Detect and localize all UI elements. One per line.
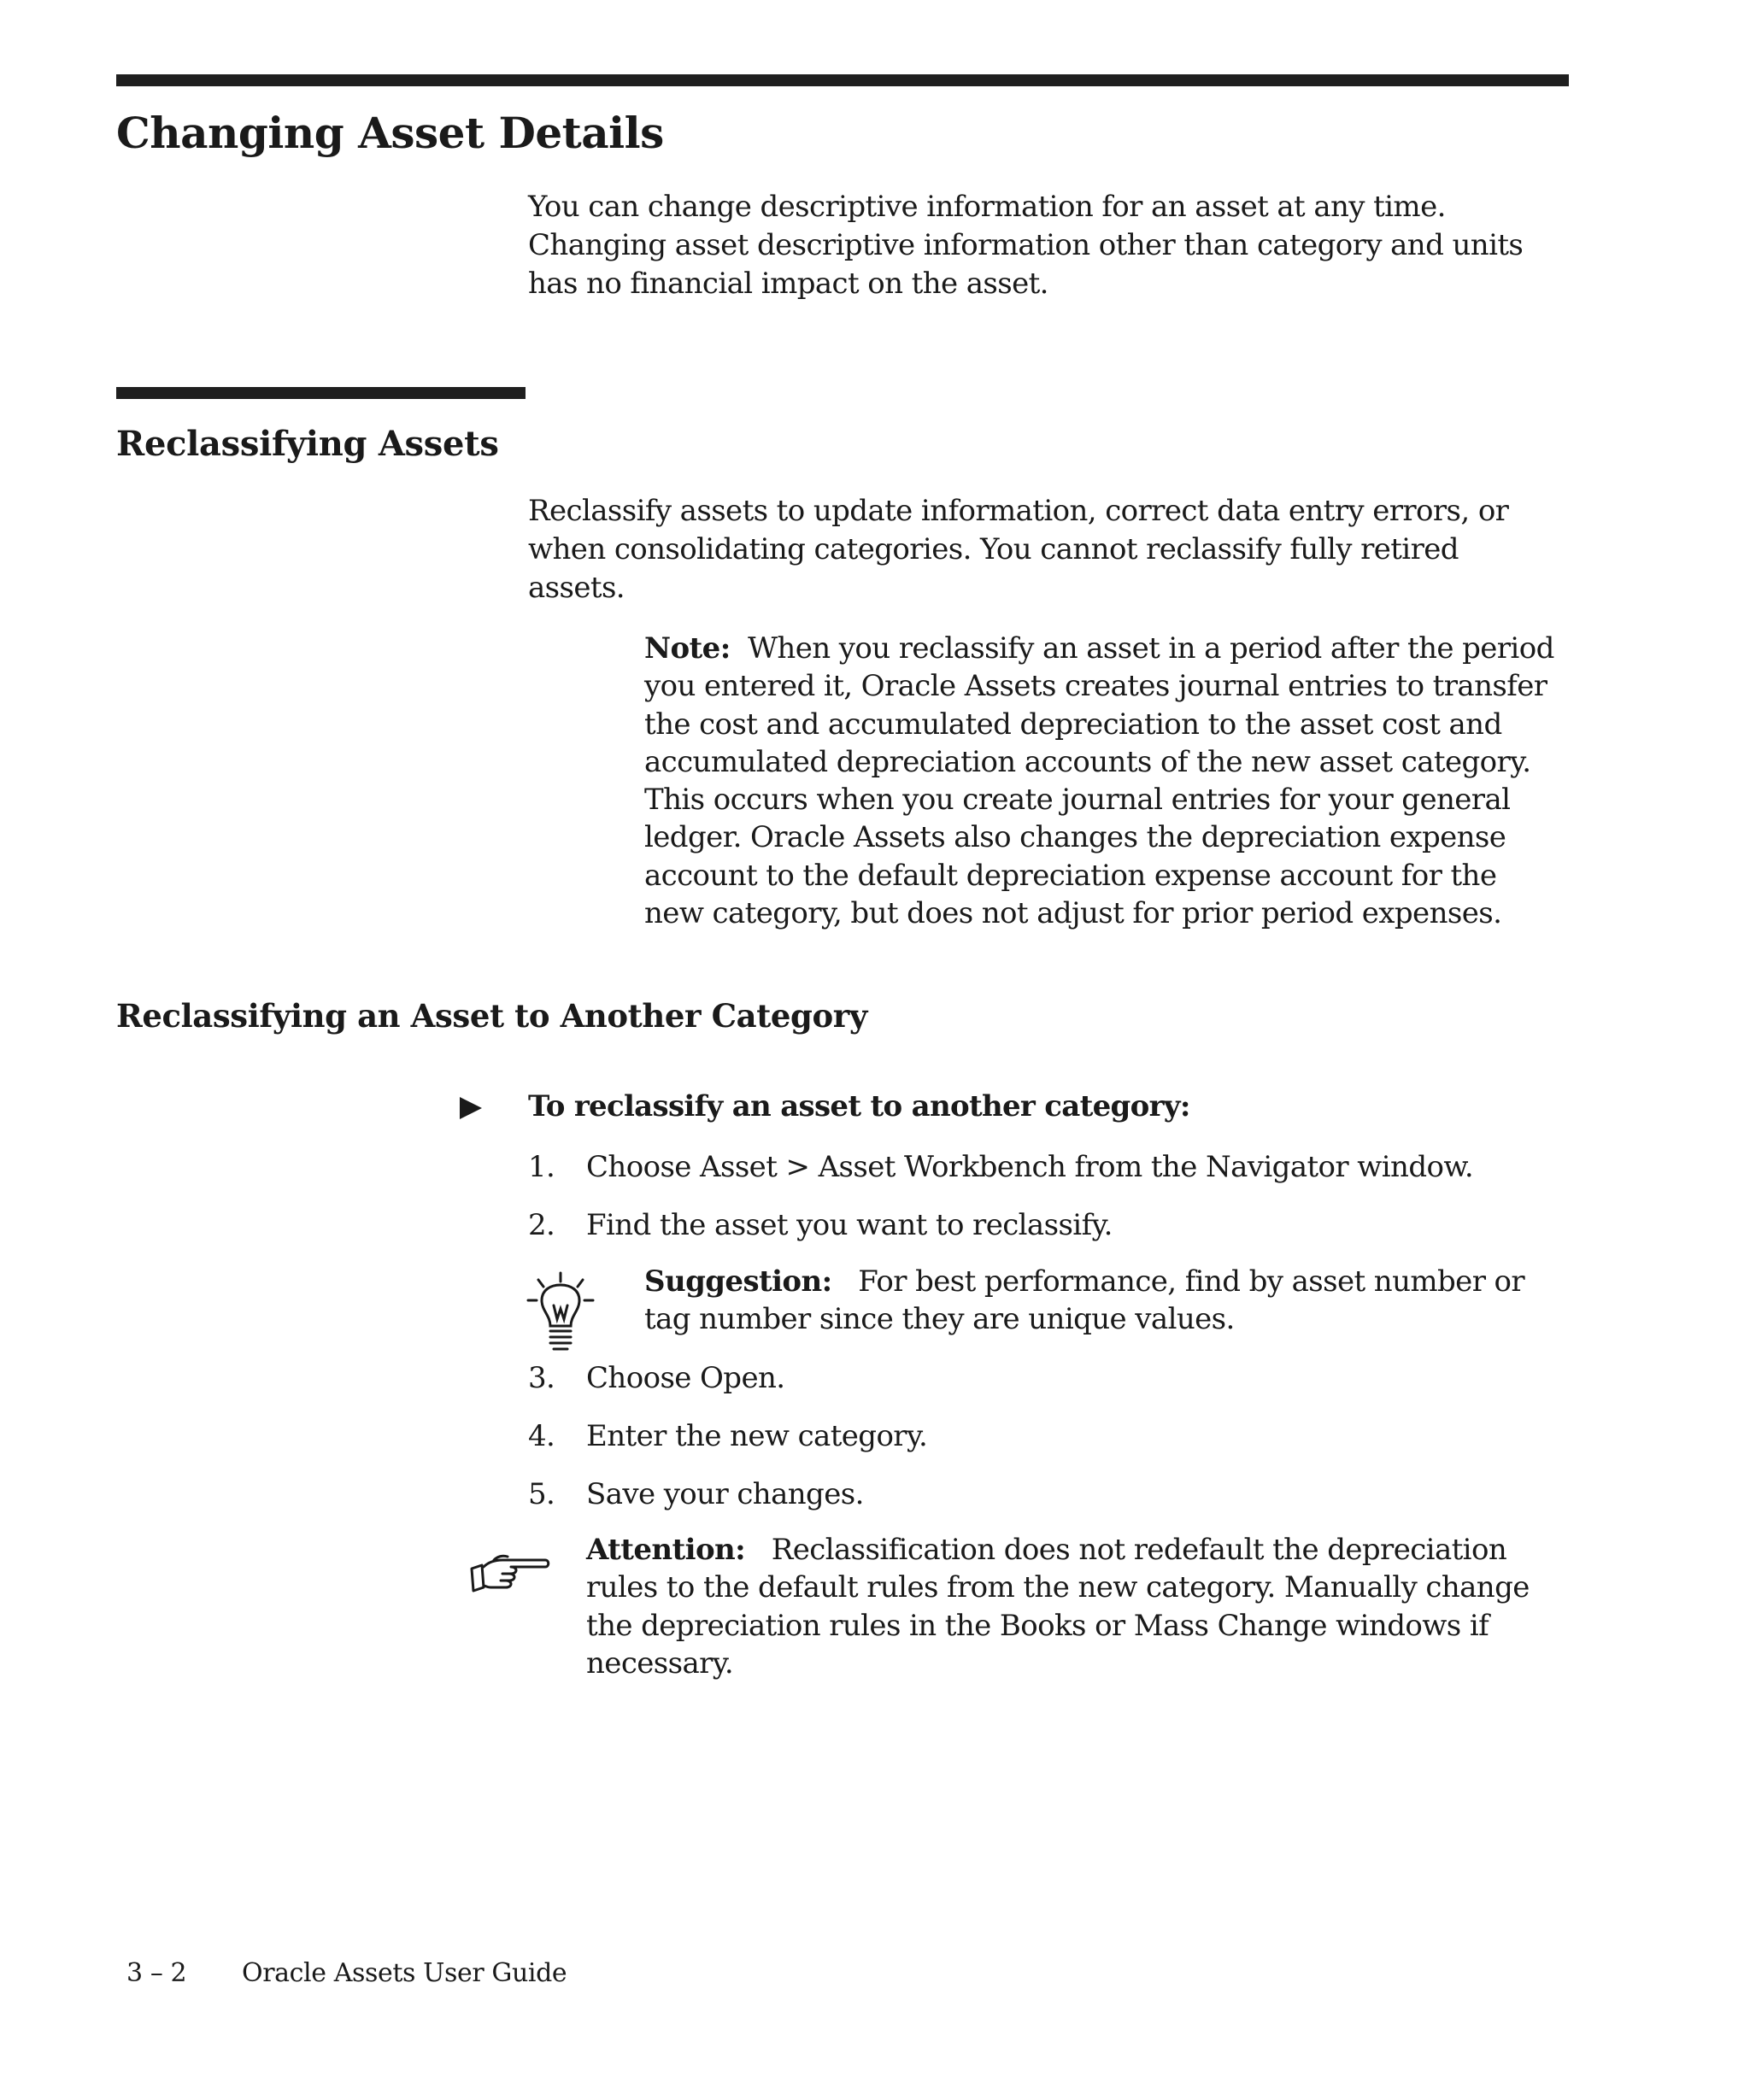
procedure-step xyxy=(528,1358,1553,1398)
suggestion-line: tag number since they are unique values. xyxy=(644,1302,1235,1336)
step-text: Enter the new category. xyxy=(586,1419,928,1453)
suggestion-block xyxy=(644,1263,1524,1338)
intro-line: has no financial impact on the asset. xyxy=(528,267,1048,301)
step-number: 4. xyxy=(528,1419,555,1453)
suggestion-first-line xyxy=(644,1263,1524,1300)
subsection-title: Reclassifying an Asset to Another Category xyxy=(116,997,867,1035)
footer-page-number: 3 – 2 xyxy=(126,1958,187,1988)
step-number: 1. xyxy=(528,1150,555,1184)
note-line: the cost and accumulated depreciation to the asset cost and xyxy=(644,707,1502,742)
page-title: Changing Asset Details xyxy=(116,108,664,158)
section-title: Reclassifying Assets xyxy=(116,424,499,464)
section-line: when consolidating categories. You cannot reclassify fully retired xyxy=(528,532,1459,566)
attention-line: necessary. xyxy=(586,1645,734,1681)
attention-block xyxy=(586,1531,1530,1682)
step-text: Find the asset you want to reclassify. xyxy=(586,1208,1113,1242)
procedure-arrow-icon xyxy=(458,1095,484,1121)
procedure-title: To reclassify an asset to another category: xyxy=(528,1089,1190,1123)
note-line: ledger. Oracle Assets also changes the depreciation expense xyxy=(644,820,1506,855)
attention-first-text: Reclassification does not redefault the depreciation xyxy=(771,1533,1507,1567)
procedure-step xyxy=(528,1475,1553,1514)
step-text: Choose Asset > Asset Workbench from the Navigator window. xyxy=(586,1150,1474,1184)
procedure-step xyxy=(528,1147,1553,1187)
pointing-hand-icon xyxy=(468,1550,552,1599)
step-text: Choose Open. xyxy=(586,1361,785,1395)
note-line: you entered it, Oracle Assets creates journal entries to transfer xyxy=(644,669,1547,704)
note-first-line xyxy=(644,630,1554,667)
note-line: accumulated depreciation accounts of the new asset category. xyxy=(644,744,1531,779)
section-paragraph xyxy=(528,492,1508,607)
note-line: This occurs when you create journal entries for your general xyxy=(644,783,1511,818)
procedure-step xyxy=(528,1417,1553,1456)
suggestion-label: Suggestion: xyxy=(644,1264,832,1299)
intro-line: Changing asset descriptive information other than category and units xyxy=(528,228,1524,262)
step-number: 3. xyxy=(528,1361,555,1395)
suggestion-first-text: For best performance, find by asset number or xyxy=(858,1264,1525,1299)
procedure-step xyxy=(528,1205,1553,1245)
note-first-text: When you reclassify an asset in a period after the period xyxy=(748,631,1554,666)
step-text: Save your changes. xyxy=(586,1477,864,1511)
footer-book-title: Oracle Assets User Guide xyxy=(242,1958,567,1988)
section-divider-rule xyxy=(116,387,526,399)
attention-line: the depreciation rules in the Books or Mass Change windows if xyxy=(586,1608,1489,1643)
step-number: 2. xyxy=(528,1208,555,1242)
attention-label: Attention: xyxy=(586,1533,746,1567)
lightbulb-icon xyxy=(525,1271,596,1360)
note-line: new category, but does not adjust for prior period expenses. xyxy=(644,896,1502,931)
attention-first-line xyxy=(586,1531,1530,1569)
top-divider-rule xyxy=(116,74,1569,86)
note-label: Note: xyxy=(644,631,731,666)
section-line: Reclassify assets to update information, correct data entry errors, or xyxy=(528,494,1509,528)
step-number: 5. xyxy=(528,1477,555,1511)
intro-line: You can change descriptive information for an asset at any time. xyxy=(528,190,1446,224)
section-line: assets. xyxy=(528,571,625,605)
intro-paragraph xyxy=(528,188,1523,303)
note-line: account to the default depreciation expense account for the xyxy=(644,858,1497,893)
attention-line: rules to the default rules from the new category. Manually change xyxy=(586,1570,1530,1605)
note-block xyxy=(644,630,1554,932)
